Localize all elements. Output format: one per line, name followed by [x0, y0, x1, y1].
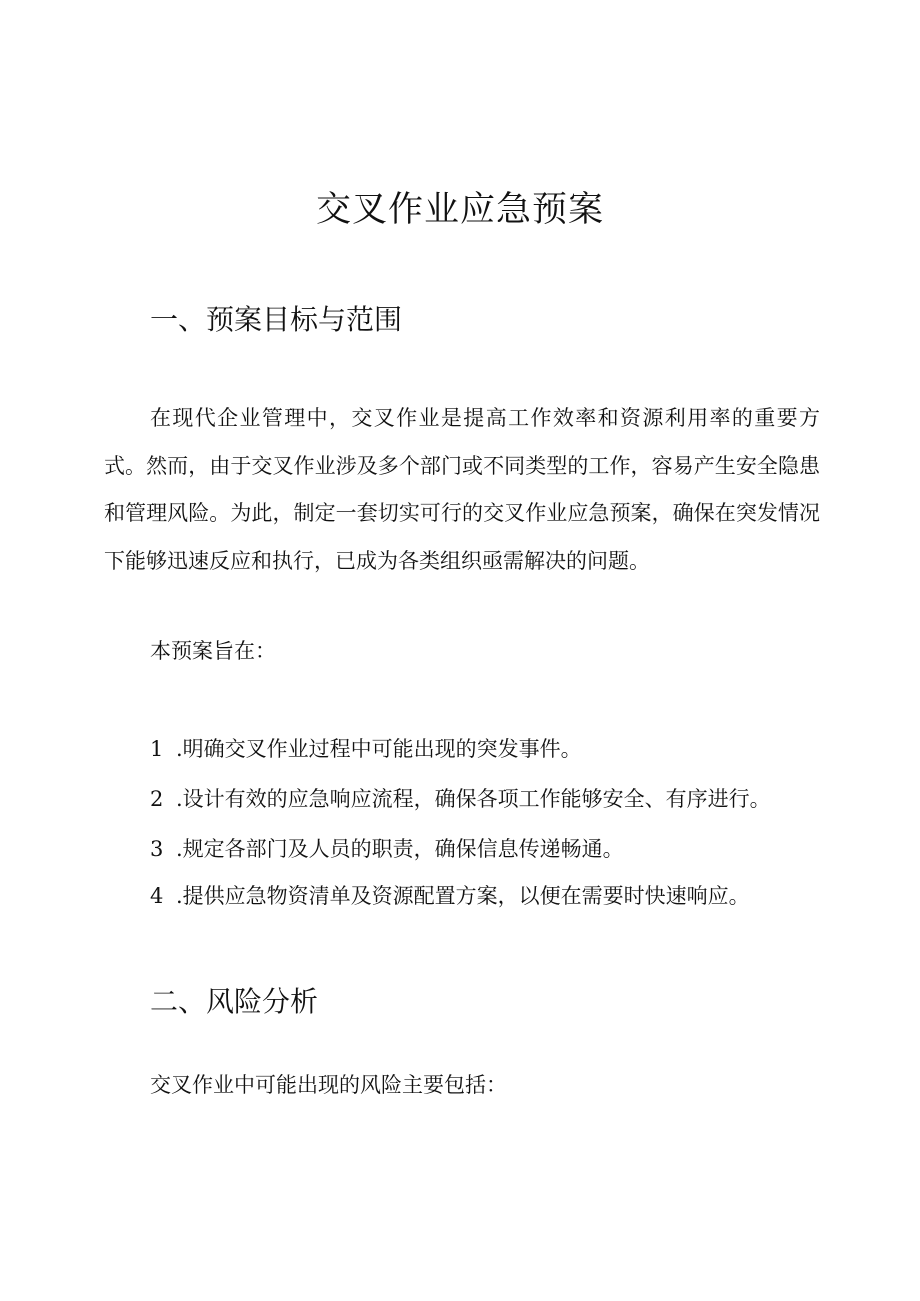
risk-analysis-intro: 交叉作业中可能出现的风险主要包括： — [150, 1073, 507, 1097]
section-heading-goals-scope: 一、预案目标与范围 — [150, 303, 403, 336]
document-title: 交叉作业应急预案 — [315, 190, 604, 230]
list-item-number: 1 — [150, 737, 164, 761]
plan-purpose-intro: 本预案旨在： — [150, 639, 276, 663]
list-item — [150, 834, 624, 864]
list-item — [150, 784, 771, 814]
list-item — [150, 734, 582, 764]
list-item-text: .设计有效的应急响应流程，确保各项工作能够安全、有序进行。 — [176, 787, 771, 811]
section-heading-risk-analysis: 二、风险分析 — [150, 985, 319, 1018]
section1-paragraph: 在现代企业管理中，交叉作业是提高工作效率和资源利用率的重要方式。然而，由于交叉作业涉及多个部门或不同类型的工作，容易产生安全隐患和管理风险。为此，制定一套切实可行的交叉作业应急预案，确保在突发情况下能够迅速反应和执行，已成为各类组织亟需解决的问题。 — [104, 406, 820, 573]
list-item-text: .规定各部门及人员的职责，确保信息传递畅通。 — [176, 837, 624, 861]
list-item-number: 4 — [150, 884, 164, 908]
list-item-text: .明确交叉作业过程中可能出现的突发事件。 — [176, 737, 582, 761]
list-item-number: 2 — [150, 787, 164, 811]
list-item-text: .提供应急物资清单及资源配置方案，以便在需要时快速响应。 — [176, 884, 750, 908]
list-item-number: 3 — [150, 837, 164, 861]
list-item — [150, 881, 750, 911]
